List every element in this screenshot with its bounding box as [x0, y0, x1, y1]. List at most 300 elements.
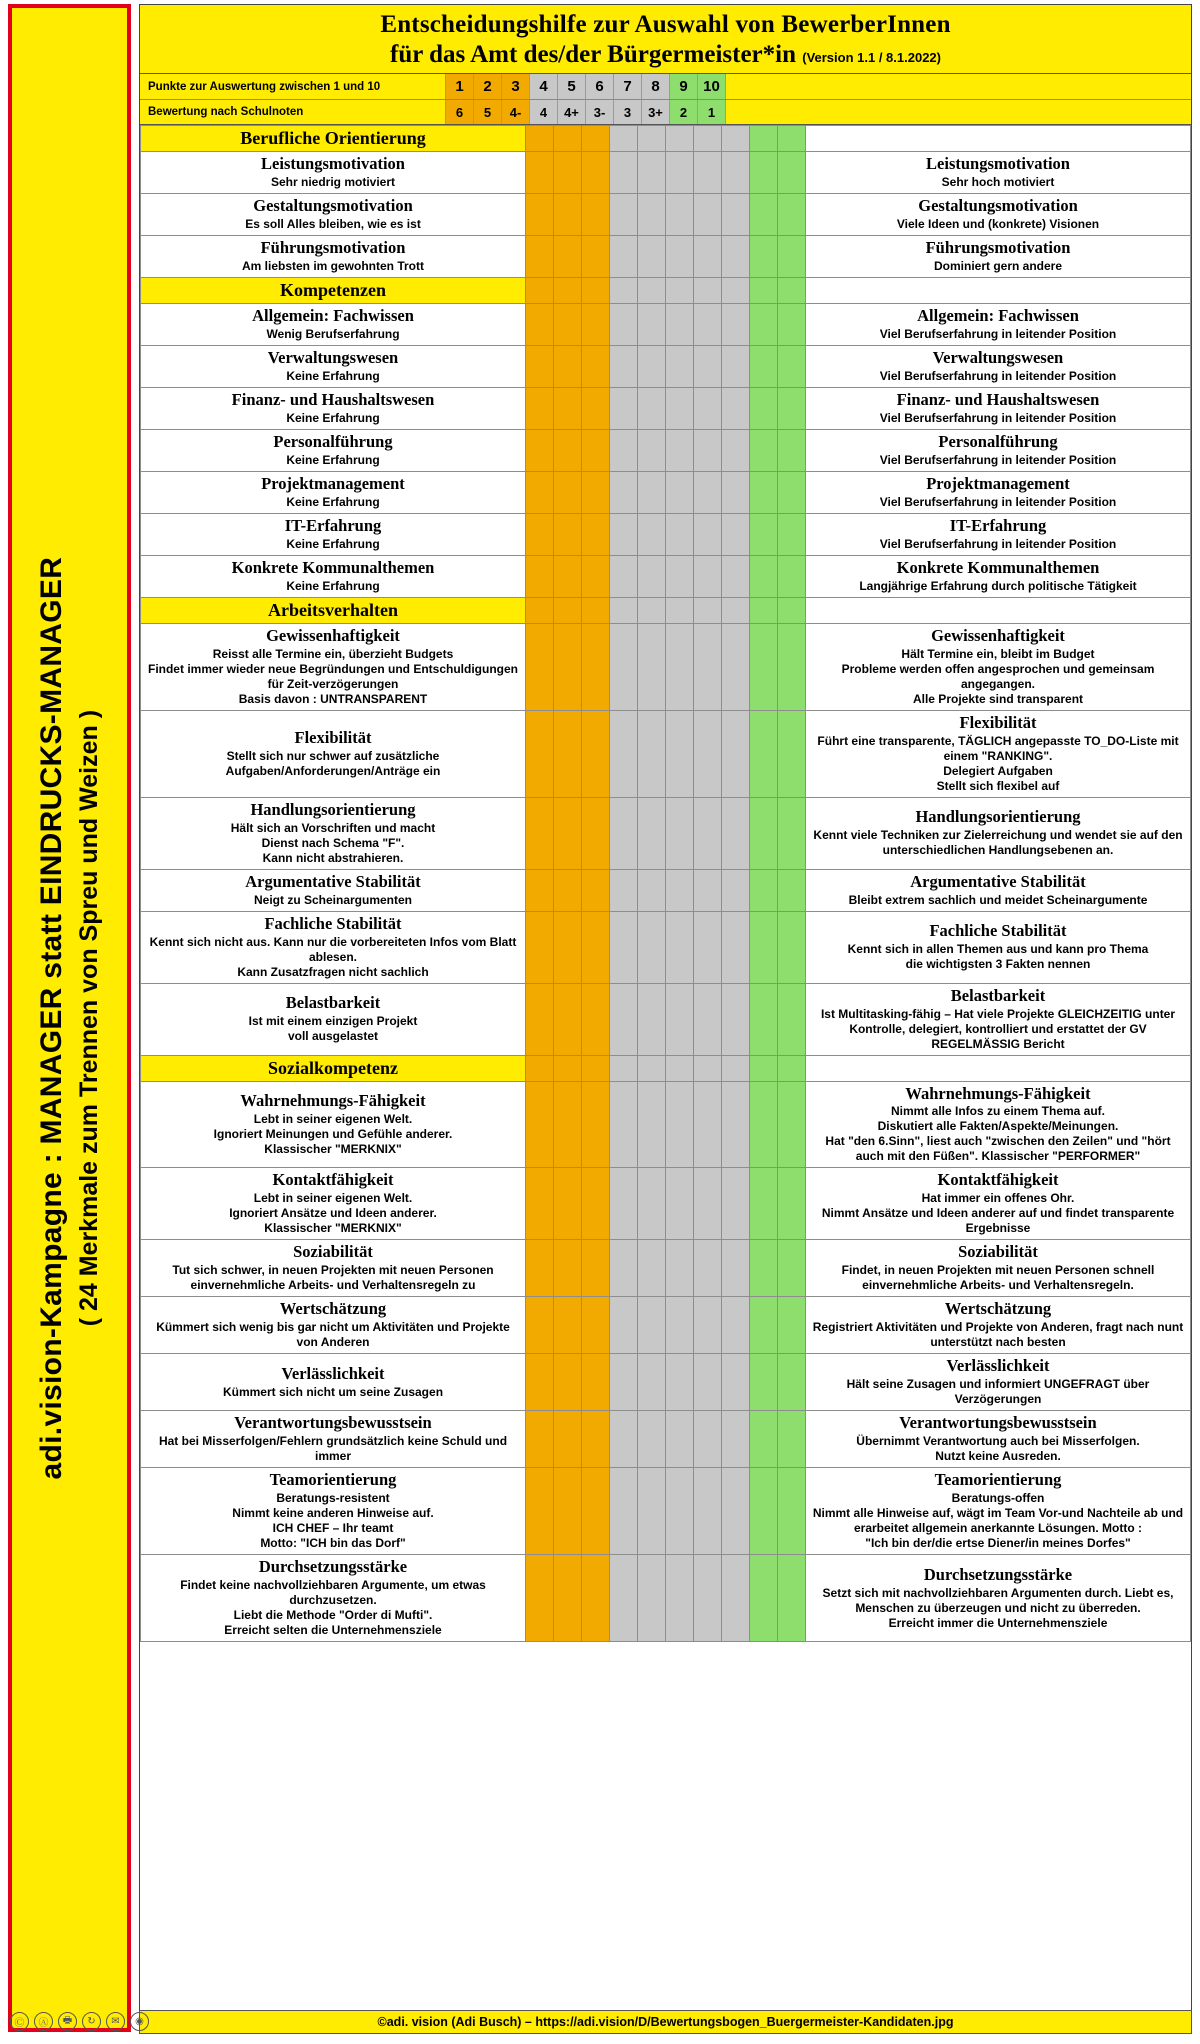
rating-cell[interactable]: [526, 1555, 554, 1642]
rating-cell[interactable]: [610, 1468, 638, 1555]
rating-cell[interactable]: [778, 193, 806, 235]
rating-cell[interactable]: [778, 513, 806, 555]
rating-cell[interactable]: [750, 869, 778, 911]
rating-cell[interactable]: [666, 797, 694, 869]
rating-cell[interactable]: [666, 513, 694, 555]
rating-cell[interactable]: [582, 869, 610, 911]
rating-cell[interactable]: [778, 471, 806, 513]
rating-cell[interactable]: [582, 235, 610, 277]
rating-cell[interactable]: [526, 1168, 554, 1240]
rating-cell[interactable]: [722, 345, 750, 387]
rating-cell[interactable]: [778, 126, 806, 152]
rating-cell[interactable]: [526, 471, 554, 513]
rating-cell[interactable]: [638, 277, 666, 303]
rating-cell[interactable]: [722, 387, 750, 429]
rating-cell[interactable]: [778, 869, 806, 911]
rating-cell[interactable]: [778, 623, 806, 710]
rating-cell[interactable]: [694, 1168, 722, 1240]
share-icon: ↻: [82, 2012, 101, 2031]
rating-cell[interactable]: [666, 1240, 694, 1297]
criterion-title-right: Teamorientierung: [934, 1470, 1062, 1490]
rating-cell[interactable]: [582, 126, 610, 152]
section-title: Berufliche Orientierung: [240, 128, 426, 148]
rating-cell[interactable]: [554, 911, 582, 983]
rating-cell[interactable]: [750, 1354, 778, 1411]
rating-cell[interactable]: [526, 126, 554, 152]
rating-cell[interactable]: [778, 1354, 806, 1411]
rating-cell[interactable]: [722, 277, 750, 303]
rating-cell[interactable]: [582, 1055, 610, 1081]
rating-cell[interactable]: [694, 555, 722, 597]
rating-cell[interactable]: [666, 1168, 694, 1240]
rating-cell[interactable]: [610, 471, 638, 513]
criterion-title-left: Gestaltungsmotivation: [253, 195, 413, 215]
criterion-title-left: Führungsmotivation: [260, 237, 406, 257]
rating-cell[interactable]: [694, 623, 722, 710]
rating-cell[interactable]: [750, 597, 778, 623]
rating-cell[interactable]: [722, 983, 750, 1055]
rating-cell[interactable]: [694, 235, 722, 277]
criterion-negative-cell: Verwaltungswesen Keine Erfahrung: [141, 345, 526, 387]
rating-cell[interactable]: [638, 387, 666, 429]
rating-cell[interactable]: [554, 1055, 582, 1081]
rating-cell[interactable]: [638, 303, 666, 345]
rating-cell[interactable]: [666, 869, 694, 911]
table-row: [141, 623, 1191, 710]
rating-cell[interactable]: [526, 869, 554, 911]
rating-cell[interactable]: [722, 710, 750, 797]
rating-cell[interactable]: [526, 429, 554, 471]
rating-cell[interactable]: [638, 983, 666, 1055]
rating-cell[interactable]: [694, 1555, 722, 1642]
rating-cell[interactable]: [610, 235, 638, 277]
rating-cell[interactable]: [750, 387, 778, 429]
rating-cell[interactable]: [638, 1354, 666, 1411]
rating-cell[interactable]: [610, 1555, 638, 1642]
rating-cell[interactable]: [666, 597, 694, 623]
rating-cell[interactable]: [610, 193, 638, 235]
rating-cell[interactable]: [722, 1468, 750, 1555]
rating-cell[interactable]: [638, 869, 666, 911]
rating-cell[interactable]: [694, 1468, 722, 1555]
rating-cell[interactable]: [582, 1168, 610, 1240]
rating-cell[interactable]: [694, 911, 722, 983]
rating-cell[interactable]: [582, 513, 610, 555]
rating-cell[interactable]: [526, 387, 554, 429]
rating-cell[interactable]: [610, 152, 638, 194]
rating-cell[interactable]: [778, 152, 806, 194]
rating-cell[interactable]: [610, 1081, 638, 1168]
rating-cell[interactable]: [554, 1081, 582, 1168]
rating-cell[interactable]: [666, 152, 694, 194]
rating-cell[interactable]: [778, 303, 806, 345]
rating-cell[interactable]: [554, 1555, 582, 1642]
rating-cell[interactable]: [610, 1354, 638, 1411]
rating-cell[interactable]: [750, 1168, 778, 1240]
rating-cell[interactable]: [610, 797, 638, 869]
rating-cell[interactable]: [638, 471, 666, 513]
rating-cell[interactable]: [778, 387, 806, 429]
rating-cell[interactable]: [554, 597, 582, 623]
rating-cell[interactable]: [582, 1354, 610, 1411]
rating-cell[interactable]: [582, 623, 610, 710]
rating-cell[interactable]: [554, 345, 582, 387]
rating-cell[interactable]: [610, 277, 638, 303]
rating-cell[interactable]: [610, 345, 638, 387]
rating-cell[interactable]: [554, 869, 582, 911]
rating-cell[interactable]: [582, 710, 610, 797]
rating-cell[interactable]: [778, 797, 806, 869]
rating-cell[interactable]: [582, 193, 610, 235]
rating-cell[interactable]: [666, 471, 694, 513]
rating-cell[interactable]: [750, 1055, 778, 1081]
section-title: Sozialkompetenz: [268, 1057, 398, 1078]
rating-cell[interactable]: [778, 1297, 806, 1354]
rating-cell[interactable]: [750, 235, 778, 277]
rating-cell[interactable]: [778, 345, 806, 387]
criterion-title-left: Verwaltungswesen: [267, 347, 399, 367]
scale-point-cell: 3: [501, 74, 529, 99]
rating-cell[interactable]: [722, 1555, 750, 1642]
rating-cell[interactable]: [750, 911, 778, 983]
rating-cell[interactable]: [778, 1468, 806, 1555]
rating-cell[interactable]: [666, 1468, 694, 1555]
rating-cell[interactable]: [638, 1168, 666, 1240]
rating-cell[interactable]: [722, 623, 750, 710]
rating-cell[interactable]: [778, 983, 806, 1055]
section-right-spacer: [806, 126, 1191, 152]
rating-cell[interactable]: [638, 1055, 666, 1081]
rating-cell[interactable]: [638, 1411, 666, 1468]
rating-cell[interactable]: [638, 235, 666, 277]
rating-cell[interactable]: [722, 869, 750, 911]
rating-cell[interactable]: [526, 1354, 554, 1411]
rating-cell[interactable]: [610, 1055, 638, 1081]
rating-cell[interactable]: [666, 345, 694, 387]
rating-cell[interactable]: [582, 429, 610, 471]
rating-cell[interactable]: [526, 345, 554, 387]
rating-cell[interactable]: [666, 429, 694, 471]
rating-cell[interactable]: [694, 1297, 722, 1354]
rating-cell[interactable]: [694, 597, 722, 623]
rating-cell[interactable]: [526, 1411, 554, 1468]
rating-cell[interactable]: [610, 126, 638, 152]
rating-cell[interactable]: [666, 235, 694, 277]
rating-cell[interactable]: [778, 1240, 806, 1297]
rating-cell[interactable]: [638, 429, 666, 471]
rating-cell[interactable]: [610, 387, 638, 429]
rating-cell[interactable]: [554, 555, 582, 597]
rating-cell[interactable]: [666, 277, 694, 303]
scale-grade-cell: 2: [669, 100, 697, 124]
rating-cell[interactable]: [582, 1468, 610, 1555]
rating-cell[interactable]: [638, 911, 666, 983]
rating-cell[interactable]: [526, 235, 554, 277]
rating-cell[interactable]: [610, 869, 638, 911]
rating-cell[interactable]: [582, 471, 610, 513]
rating-cell[interactable]: [666, 1081, 694, 1168]
table-row: [141, 235, 1191, 277]
rating-cell[interactable]: [554, 126, 582, 152]
rating-cell[interactable]: [694, 387, 722, 429]
rating-cell[interactable]: [526, 1081, 554, 1168]
campaign-banner-line2: ( 24 Merkmale zum Trennen von Spreu und Weizen ): [74, 709, 103, 1327]
rating-cell[interactable]: [638, 345, 666, 387]
rating-cell[interactable]: [694, 429, 722, 471]
rating-cell[interactable]: [666, 983, 694, 1055]
rating-cell[interactable]: [722, 1354, 750, 1411]
rating-cell[interactable]: [750, 513, 778, 555]
rating-cell[interactable]: [694, 1081, 722, 1168]
rating-cell[interactable]: [666, 126, 694, 152]
rating-cell[interactable]: [722, 1168, 750, 1240]
rating-cell[interactable]: [610, 555, 638, 597]
rating-cell[interactable]: [638, 1081, 666, 1168]
rating-cell[interactable]: [750, 623, 778, 710]
rating-cell[interactable]: [722, 513, 750, 555]
rating-cell[interactable]: [554, 1354, 582, 1411]
rating-cell[interactable]: [526, 1297, 554, 1354]
rating-cell[interactable]: [610, 911, 638, 983]
rating-cell[interactable]: [582, 1081, 610, 1168]
rating-cell[interactable]: [582, 387, 610, 429]
rating-cell[interactable]: [666, 193, 694, 235]
rating-cell[interactable]: [610, 1240, 638, 1297]
rating-cell[interactable]: [778, 597, 806, 623]
rating-cell[interactable]: [778, 911, 806, 983]
rating-cell[interactable]: [610, 623, 638, 710]
rating-cell[interactable]: [638, 1240, 666, 1297]
rating-cell[interactable]: [582, 1555, 610, 1642]
rating-cell[interactable]: [554, 387, 582, 429]
rating-cell[interactable]: [750, 555, 778, 597]
rating-cell[interactable]: [750, 193, 778, 235]
rating-cell[interactable]: [722, 1411, 750, 1468]
rating-cell[interactable]: [582, 277, 610, 303]
rating-cell[interactable]: [638, 797, 666, 869]
rating-cell[interactable]: [526, 911, 554, 983]
rating-cell[interactable]: [694, 303, 722, 345]
rating-cell[interactable]: [638, 555, 666, 597]
rating-cell[interactable]: [694, 193, 722, 235]
rating-cell[interactable]: [722, 126, 750, 152]
rating-cell[interactable]: [526, 597, 554, 623]
rating-cell[interactable]: [722, 1081, 750, 1168]
rating-cell[interactable]: [666, 1055, 694, 1081]
criterion-title-right: Finanz- und Haushaltswesen: [896, 389, 1100, 409]
rating-cell[interactable]: [750, 471, 778, 513]
rating-cell[interactable]: [526, 277, 554, 303]
rating-cell[interactable]: [582, 152, 610, 194]
rating-cell[interactable]: [722, 429, 750, 471]
rating-cell[interactable]: [666, 1297, 694, 1354]
rating-cell[interactable]: [582, 1411, 610, 1468]
rating-cell[interactable]: [554, 623, 582, 710]
rating-cell[interactable]: [554, 1411, 582, 1468]
rating-cell[interactable]: [722, 911, 750, 983]
rating-cell[interactable]: [750, 1411, 778, 1468]
rating-cell[interactable]: [750, 1081, 778, 1168]
rating-cell[interactable]: [526, 1055, 554, 1081]
rating-cell[interactable]: [778, 1168, 806, 1240]
scale-point-cell: 2: [473, 74, 501, 99]
rating-cell[interactable]: [526, 513, 554, 555]
rating-cell[interactable]: [694, 345, 722, 387]
rating-cell[interactable]: [694, 152, 722, 194]
rating-cell[interactable]: [750, 1297, 778, 1354]
rating-cell[interactable]: [694, 710, 722, 797]
rating-cell[interactable]: [554, 1297, 582, 1354]
rating-cell[interactable]: [554, 1468, 582, 1555]
rating-cell[interactable]: [582, 555, 610, 597]
rating-cell[interactable]: [722, 1240, 750, 1297]
rating-cell[interactable]: [526, 1240, 554, 1297]
rating-cell[interactable]: [554, 429, 582, 471]
rating-cell[interactable]: [610, 513, 638, 555]
rating-cell[interactable]: [694, 1240, 722, 1297]
rating-cell[interactable]: [554, 1240, 582, 1297]
rating-cell[interactable]: [526, 303, 554, 345]
rating-cell[interactable]: [610, 1168, 638, 1240]
rating-cell[interactable]: [582, 911, 610, 983]
rating-cell[interactable]: [554, 277, 582, 303]
rating-cell[interactable]: [666, 911, 694, 983]
rating-cell[interactable]: [582, 1240, 610, 1297]
rating-cell[interactable]: [554, 152, 582, 194]
rating-cell[interactable]: [694, 471, 722, 513]
rating-cell[interactable]: [750, 345, 778, 387]
rating-cell[interactable]: [610, 597, 638, 623]
scale-grades-row: [140, 100, 1191, 125]
rating-cell[interactable]: [554, 471, 582, 513]
rating-cell[interactable]: [750, 1240, 778, 1297]
rating-cell[interactable]: [666, 387, 694, 429]
rating-cell[interactable]: [526, 555, 554, 597]
rating-cell[interactable]: [554, 303, 582, 345]
rating-cell[interactable]: [554, 235, 582, 277]
rating-cell[interactable]: [610, 1297, 638, 1354]
rating-cell[interactable]: [526, 983, 554, 1055]
rating-cell[interactable]: [722, 152, 750, 194]
rating-cell[interactable]: [666, 1411, 694, 1468]
rating-cell[interactable]: [666, 303, 694, 345]
rating-cell[interactable]: [778, 429, 806, 471]
rating-cell[interactable]: [638, 152, 666, 194]
rating-cell[interactable]: [554, 193, 582, 235]
rating-cell[interactable]: [750, 152, 778, 194]
rating-cell[interactable]: [750, 983, 778, 1055]
rating-cell[interactable]: [722, 1297, 750, 1354]
rating-cell[interactable]: [722, 555, 750, 597]
rating-cell[interactable]: [666, 710, 694, 797]
rating-cell[interactable]: [694, 797, 722, 869]
rating-cell[interactable]: [610, 1411, 638, 1468]
rating-cell[interactable]: [694, 1055, 722, 1081]
rating-cell[interactable]: [638, 126, 666, 152]
rating-cell[interactable]: [722, 303, 750, 345]
rating-cell[interactable]: [582, 303, 610, 345]
rating-cell[interactable]: [582, 1297, 610, 1354]
rating-cell[interactable]: [778, 1081, 806, 1168]
rating-cell[interactable]: [526, 797, 554, 869]
rating-cell[interactable]: [638, 623, 666, 710]
rating-cell[interactable]: [610, 429, 638, 471]
rating-cell[interactable]: [778, 710, 806, 797]
rating-cell[interactable]: [722, 235, 750, 277]
rating-cell[interactable]: [722, 471, 750, 513]
rating-cell[interactable]: [750, 126, 778, 152]
rating-cell[interactable]: [722, 597, 750, 623]
rating-cell[interactable]: [610, 710, 638, 797]
rating-cell[interactable]: [638, 1555, 666, 1642]
rating-cell[interactable]: [778, 1555, 806, 1642]
rating-cell[interactable]: [694, 1411, 722, 1468]
rating-cell[interactable]: [526, 152, 554, 194]
rating-cell[interactable]: [694, 277, 722, 303]
rating-cell[interactable]: [526, 193, 554, 235]
rating-cell[interactable]: [722, 797, 750, 869]
rating-cell[interactable]: [526, 623, 554, 710]
rating-cell[interactable]: [778, 1411, 806, 1468]
rating-cell[interactable]: [582, 597, 610, 623]
rating-cell[interactable]: [638, 597, 666, 623]
rating-cell[interactable]: [750, 1468, 778, 1555]
scale-point-cell: 4: [529, 74, 557, 99]
rating-cell[interactable]: [694, 513, 722, 555]
rating-cell[interactable]: [750, 797, 778, 869]
rating-cell[interactable]: [582, 797, 610, 869]
rating-cell[interactable]: [638, 1468, 666, 1555]
rating-cell[interactable]: [638, 513, 666, 555]
rating-cell[interactable]: [610, 303, 638, 345]
rating-cell[interactable]: [610, 983, 638, 1055]
table-row: [141, 471, 1191, 513]
rating-cell[interactable]: [554, 513, 582, 555]
rating-cell[interactable]: [554, 710, 582, 797]
rating-cell[interactable]: [554, 983, 582, 1055]
rating-cell[interactable]: [778, 555, 806, 597]
rating-cell[interactable]: [778, 1055, 806, 1081]
rating-cell[interactable]: [750, 1555, 778, 1642]
rating-cell[interactable]: [638, 1297, 666, 1354]
rating-cell[interactable]: [638, 193, 666, 235]
rating-cell[interactable]: [750, 303, 778, 345]
rating-cell[interactable]: [526, 710, 554, 797]
rating-cell[interactable]: [778, 235, 806, 277]
rating-cell[interactable]: [694, 126, 722, 152]
rating-cell[interactable]: [638, 710, 666, 797]
rating-cell[interactable]: [666, 1354, 694, 1411]
rating-cell[interactable]: [750, 710, 778, 797]
rating-cell[interactable]: [778, 277, 806, 303]
rating-cell[interactable]: [582, 345, 610, 387]
rating-cell[interactable]: [694, 983, 722, 1055]
rating-cell[interactable]: [582, 983, 610, 1055]
criterion-negative-cell: Argumentative Stabilität Neigt zu Scheinargumenten: [141, 869, 526, 911]
rating-cell[interactable]: [554, 797, 582, 869]
rating-cell[interactable]: [694, 1354, 722, 1411]
rating-cell[interactable]: [750, 277, 778, 303]
rating-cell[interactable]: [750, 429, 778, 471]
rating-cell[interactable]: [526, 1468, 554, 1555]
rating-cell[interactable]: [666, 555, 694, 597]
rating-cell[interactable]: [722, 193, 750, 235]
rating-cell[interactable]: [554, 1168, 582, 1240]
rating-cell[interactable]: [694, 869, 722, 911]
rating-cell[interactable]: [666, 1555, 694, 1642]
rating-cell[interactable]: [666, 623, 694, 710]
rating-cell[interactable]: [722, 1055, 750, 1081]
